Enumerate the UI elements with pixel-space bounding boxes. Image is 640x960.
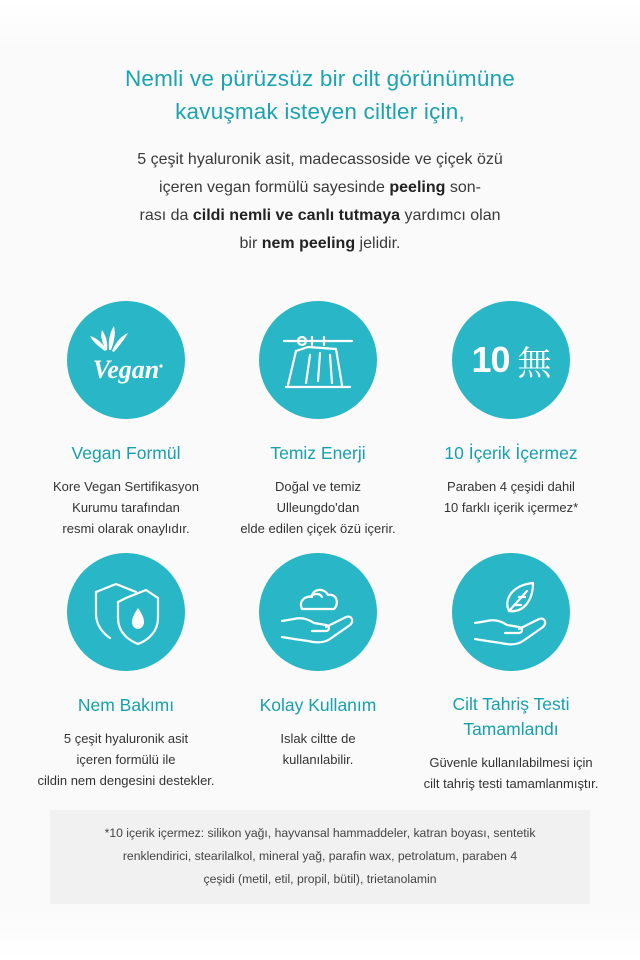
waterfall-cliff-icon [259,301,377,419]
feature-title: Temiz Enerji [270,443,366,463]
feature-description: Güvenle kullanılabilmesi için cilt tahriş testi tamamlanmıştır. [423,755,599,791]
feature-title: Nem Bakımı [77,695,175,715]
feature-description: Doğal ve temiz Ulleungdo'dan elde edilen çiçek özü içerir. [240,479,396,536]
feature-title: 10 İçerik İçermez [444,443,578,463]
intro-line-4: bir nem peeling jelidir. [239,235,401,252]
intro-line-3: rası da cildi nemli ve canlı tutmaya yardımcı olan [139,207,501,224]
feature-moisture-care [26,553,226,791]
feature-vegan [26,301,226,539]
intro-text [0,146,640,258]
hand-leaf-icon [452,553,570,671]
feature-description: Islak ciltte de kullanılabilir. [280,731,356,767]
headline [0,62,640,128]
hand-foam-icon [259,553,377,671]
ten-free-icon [452,301,570,419]
feature-description: Paraben 4 çeşidi dahil 10 farklı içerik içermez* [443,479,579,515]
vegan-logo-text: Vegan [92,355,160,384]
headline-line-1: Nemli ve pürüzsüz bir cilt görünümüne [124,66,516,91]
feature-clean-energy [218,301,418,539]
badge-number: 10 [471,339,510,380]
feature-ten-free [411,301,611,518]
badge-kanji: 無 [517,344,551,383]
intro-line-1: 5 çeşit hyaluronik asit, madecassoside ve çiçek özü [137,151,503,168]
feature-title: Kolay Kullanım [259,695,377,715]
feature-description: Kore Vegan Sertifikasyon Kurumu tarafından resmi olarak onaylıdır. [53,479,199,536]
feature-easy-use [218,553,418,770]
footnote-line-2: renklendirici, stearilalkol, mineral yağ, parafin wax, petrolatum, paraben 4 [122,849,518,863]
headline-line-2: kavuşmak isteyen ciltler için, [175,99,465,124]
water-drop-shield-icon [67,553,185,671]
feature-title: Cilt Tahriş Testi Tamamlandı [452,694,570,739]
feature-skin-irritation-test [411,553,611,794]
feature-description: 5 çeşit hyaluronik asit içeren formülü ile cildin nem dengesini destekler. [37,731,215,788]
intro-line-2: içeren vegan formülü sayesinde peeling son- [159,179,481,196]
feature-title: Vegan Formül [71,443,181,463]
footnote [50,810,590,904]
footnote-line-1: *10 içerik içermez: silikon yağı, hayvansal hammaddeler, katran boyası, sentetik [104,826,536,840]
footnote-line-3: çeşidi (metil, etil, propil, bütil), trietanolamin [203,872,437,886]
vegan-logo-icon [67,301,185,419]
